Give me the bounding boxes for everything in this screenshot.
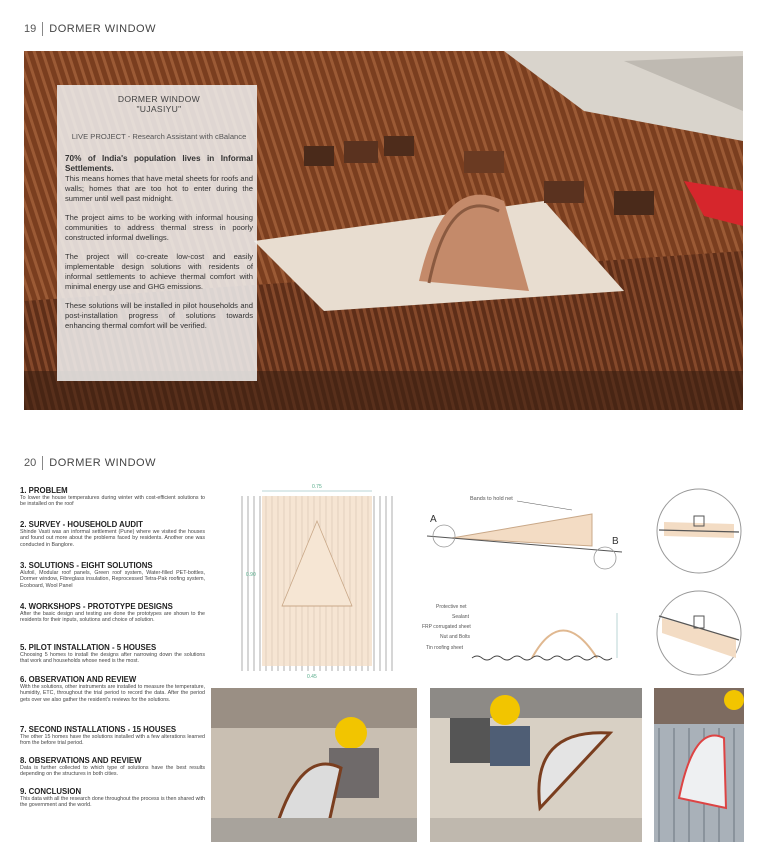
overlay-paragraph-2: The project aims to be working with informal housing communities to address thermal stress in poorly constructed informal dwellings. [65, 213, 253, 242]
step-3 [20, 561, 205, 602]
step-4 [20, 602, 205, 643]
installation-photo-1 [211, 688, 417, 842]
page-number: 20 [24, 457, 37, 469]
step-9 [20, 787, 205, 817]
detail-circle-a [654, 486, 744, 576]
step-heading: 4. WORKSHOPS - PROTOTYPE DESIGNS [20, 602, 173, 611]
step-text: This data with all the research done throughout the process is then shared with the government and the world. [20, 796, 205, 809]
overlay-paragraph-4: These solutions will be installed in pilot households and post-installation progress of solutions towards enhancing thermal comfort will be verified. [65, 301, 253, 330]
page-number: 19 [24, 23, 37, 35]
installation-photo-3 [654, 688, 744, 842]
step-text: The other 15 homes have the solutions installed with a few alterations learned from the before trial period. [20, 734, 205, 747]
step-heading: 6. OBSERVATION AND REVIEW [20, 675, 137, 684]
step-text: Data is further collected to which type of solutions have the best results depending on the structures in both cities. [20, 765, 205, 778]
overlay-title: DORMER WINDOW [117, 94, 201, 104]
step-heading: 8. OBSERVATIONS AND REVIEW [20, 756, 142, 765]
process-steps [20, 486, 205, 817]
dim-side: 0.90 [246, 572, 256, 578]
step-heading: 9. CONCLUSION [20, 787, 82, 796]
step-7 [20, 725, 205, 756]
hero-photo [24, 51, 743, 410]
label-protective-net: Protective net [436, 604, 467, 610]
step-heading: 1. PROBLEM [20, 486, 68, 495]
dim-top: 0.75 [312, 484, 322, 490]
dim-bottom: 0.45 [307, 674, 317, 680]
step-1 [20, 486, 205, 520]
step-text: Choosing 5 homes to install the designs after narrowing down the solutions that work and households whose need is the most. [20, 652, 205, 665]
overlay-subtitle: "UJASIYU" [136, 104, 182, 114]
overlay-paragraph-1: This means homes that have metal sheets for roofs and walls; homes that are too hot to enter during the summer until well past midnight. [65, 174, 253, 203]
step-5 [20, 643, 205, 675]
step-text: Shinde Vasti was an informal settlement (Pune) where we visited the houses and found out more about the problems faced by residents. Another one was conducted in Banglore. [20, 529, 205, 548]
step-text: With the solutions, other instruments are installed to measure the temperature, humidity, ETC, throughout the trial period to record the data. After the period gets over we also gather the resident's reviews for the solutions. [20, 684, 205, 703]
detail-circle-b [654, 588, 744, 678]
step-heading: 2. SURVEY - HOUSEHOLD AUDIT [20, 520, 143, 529]
plan-drawing [222, 476, 412, 681]
step-text: After the basic design and testing are done the prototypes are shown to the residents for their inputs, solutions and choice of solution. [20, 611, 205, 624]
header-divider [42, 456, 43, 470]
step-heading: 7. SECOND INSTALLATIONS - 15 HOUSES [20, 725, 177, 734]
label-frp: FRP corrugated sheet [422, 624, 471, 630]
label-point-a: A [430, 514, 437, 525]
label-nut: Nut and Bolts [440, 634, 471, 640]
section-drawing [422, 486, 644, 576]
step-6 [20, 675, 205, 725]
overlay-paragraph-3: The project will co-create low-cost and easily implementable design solutions with residents of informal settlements to achieve thermal comfort with minimal energy use and GHG emissions. [65, 252, 253, 291]
overlay-role: LIVE PROJECT - Research Assistant with cBalance [71, 132, 247, 141]
label-point-b: B [612, 536, 619, 547]
profile-drawing [422, 598, 644, 670]
page-title: DORMER WINDOW [49, 23, 156, 35]
step-heading: 5. PILOT INSTALLATION - 5 HOUSES [20, 643, 157, 652]
installation-photo-2 [430, 688, 642, 842]
overlay-lead: 70% of India's population lives in Informal Settlements. [65, 154, 253, 173]
step-8 [20, 756, 205, 787]
step-text: To lower the house temperatures during winter with cost-efficient solutions to be installed on the roof [20, 495, 205, 508]
project-description-panel [57, 85, 257, 381]
page-header-20 [24, 456, 156, 470]
step-text: Alufoil, Modular roof panels, Green roof system, Water-filled PET-bottles, Dormer window, Fibreglass insulation, Reprocessed Tetra-Pak roofing system, Ecoboard, Wool Panel [20, 570, 205, 589]
step-heading: 3. SOLUTIONS - EIGHT SOLUTIONS [20, 561, 153, 570]
label-tin: Tin roofing sheet [426, 645, 464, 651]
page-title: DORMER WINDOW [49, 457, 156, 469]
label-sealant: Sealant [452, 614, 469, 620]
page-header-19 [24, 22, 156, 36]
header-divider [42, 22, 43, 36]
step-2 [20, 520, 205, 561]
label-bands: Bands to hold net [470, 496, 513, 502]
